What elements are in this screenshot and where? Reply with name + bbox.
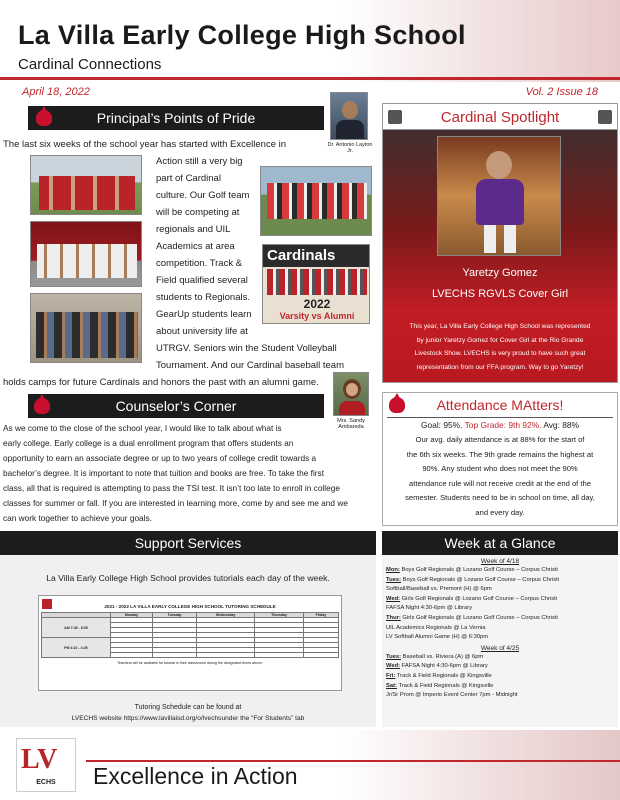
- event-item: [386, 566, 614, 576]
- newsletter-title: La Villa Early College High School: [18, 20, 466, 50]
- attendance-stats: [387, 417, 613, 430]
- tutoring-schedule: [38, 595, 342, 691]
- principal-text-line: regionals and UIL: [156, 224, 231, 235]
- event-item: [386, 624, 614, 634]
- principal-text-line: part of Cardinal: [156, 173, 221, 184]
- track-team-photo: [30, 221, 142, 287]
- cover-girl-photo: [437, 136, 561, 256]
- header-rule: [0, 77, 620, 80]
- event-day: Wed:: [386, 663, 401, 670]
- poster-year: 2022: [303, 297, 331, 311]
- schedule-day: Monday: [110, 613, 152, 618]
- event-item: [386, 672, 614, 682]
- principal-text-line: Tournament. And our Cardinal baseball team: [156, 360, 345, 371]
- event-text: Baseball vs. Riviera (A) @ 6pm: [401, 653, 484, 660]
- cardinal-icon: [34, 398, 50, 414]
- attendance-panel: [382, 392, 618, 526]
- footer-slogan: Excellence in Action: [93, 763, 298, 789]
- principal-text-line: The last six weeks of the school year has started with Excellence in: [3, 139, 287, 150]
- event-text: FAFSA Night 4:30-6pm @ Library: [400, 663, 488, 670]
- event-day: Wed:: [386, 595, 401, 602]
- attendance-heading: Attendance MAtters!: [436, 397, 564, 413]
- gearup-students-photo: [30, 293, 142, 363]
- attendance-text-line: the 6th six weeks. The 9th grade remains the highest at: [406, 449, 594, 459]
- attendance-top-grade: Top Grade: 9th 92%.: [464, 420, 542, 430]
- counselor-caption: Mrs. Sandy Ambareda: [337, 418, 365, 430]
- event-text: LV Softball Alumni Game (H) @ 6:30pm: [386, 634, 489, 641]
- attendance-average: Avg: 88%: [543, 420, 580, 430]
- principal-photo: [330, 92, 368, 140]
- week-at-a-glance-panel: [382, 531, 618, 727]
- event-text: Boys Golf Regionals @ Lozano Golf Course – Corpus Christi: [401, 576, 559, 583]
- event-item: [386, 653, 614, 663]
- school-logo: [16, 738, 76, 792]
- schedule-day: Tuesday: [153, 613, 197, 618]
- schedule-slot: PM 4:10 - 4:25: [42, 638, 111, 658]
- support-footer-line: Tutoring Schedule can be found at: [134, 704, 242, 711]
- counselor-text: [3, 421, 375, 526]
- event-text: Track & Field Regionals @ Kingsville: [396, 682, 494, 689]
- event-day: Tues:: [386, 653, 402, 660]
- issue-date: April 18, 2022: [22, 86, 90, 98]
- week-heading: Week at a Glance: [382, 531, 618, 555]
- support-services-panel: [0, 531, 376, 727]
- principal-text-line: Field qualified several: [156, 275, 248, 286]
- event-text: Girls Golf Regionals @ Lozano Golf Course – Corpus Christi: [400, 595, 558, 602]
- principal-text-line: students to Regionals.: [156, 292, 251, 303]
- spotlight-text-line: by junior Yaretzy Gomez for Cover Girl at the Rio Grande: [416, 336, 584, 344]
- event-item: [386, 576, 614, 586]
- event-text: Softball/Baseball vs. Premont (H) @ 6pm: [386, 586, 492, 593]
- spotlight-heading: Cardinal Spotlight: [382, 103, 618, 130]
- counselor-text-line: early college. Early college is a dual enrollment program that offers students an: [3, 438, 294, 448]
- spotlight-lamp-icon: [388, 110, 402, 124]
- principal-text-line: Action still a very big: [156, 156, 243, 167]
- spotlight-title: LVECHS RGVLS Cover Girl: [431, 288, 569, 300]
- principal-heading: Principal’s Points of Pride: [28, 106, 324, 130]
- poster-subtitle: Varsity vs Alumni: [279, 311, 355, 321]
- event-item: [386, 614, 614, 624]
- attendance-text-line: Our avg. daily attendance is at 88% for the start of: [415, 435, 585, 444]
- counselor-heading: Counselor’s Corner: [28, 394, 324, 418]
- attendance-text-line: 90%. Any student who does not meet the 90%: [422, 464, 578, 473]
- event-text: Boys Golf Regionals @ Lozano Golf Course – Corpus Christi: [399, 567, 558, 573]
- counselor-text-line: classes for summer or fall. If you are interested in learning more, come by and see me and we: [3, 498, 348, 508]
- principal-text-line: Academics at area: [156, 241, 235, 252]
- support-footer-line: LVECHS website https://www.lavillaisd.org/o/lvechsunder the “For Students” tab: [71, 715, 305, 722]
- event-text: UIL Academics Regionals @ La Vernia: [386, 624, 486, 631]
- event-item: [386, 682, 614, 692]
- schedule-day: Wednesday: [197, 613, 255, 618]
- event-day: Sat:: [386, 682, 397, 689]
- principal-caption: Dr. Antonio Layton Jr.: [327, 142, 373, 154]
- volleyball-seniors-photo: [260, 166, 372, 236]
- event-item: [386, 662, 614, 672]
- attendance-goal: Goal: 95%.: [420, 420, 463, 430]
- principal-text-line: culture. Our Golf team: [156, 190, 250, 201]
- event-item: [386, 691, 614, 701]
- week-label: Week of 4/18: [480, 558, 520, 565]
- schedule-day: Friday: [303, 613, 338, 618]
- spotlight-text-line: This year, La Villa Early College High School was represented: [409, 323, 591, 330]
- newsletter-subtitle: Cardinal Connections: [18, 56, 162, 73]
- logo-letters: LV: [21, 744, 58, 775]
- week-label: Week of 4/25: [480, 644, 520, 652]
- week-events: [382, 555, 618, 701]
- logo-subtext: ECHS: [36, 779, 56, 786]
- principal-text-line: competition. Track &: [156, 258, 243, 269]
- baseball-alumni-poster: [262, 244, 370, 324]
- counselor-text-line: opportunity to earn an associate degree or up to two years of college credit towards a: [3, 453, 317, 463]
- schedule-table: [41, 612, 339, 658]
- event-item: [386, 604, 614, 614]
- event-day: Fri:: [386, 672, 396, 679]
- principal-text-line: will be competing at: [156, 207, 240, 218]
- issue-number: Vol. 2 Issue 18: [525, 86, 598, 98]
- event-item: [386, 633, 614, 643]
- spotlight-lamp-icon: [598, 110, 612, 124]
- counselor-photo: [333, 372, 369, 416]
- principal-text-line: UTRGV. Seniors win the Student Volleyball: [156, 343, 337, 354]
- counselor-text-line: can work together to achieve your goals.: [3, 513, 152, 523]
- event-text: FAFSA Night 4:30-6pm @ Library: [386, 605, 473, 612]
- golf-team-photo: [30, 155, 142, 215]
- schedule-note: Teachers will be available for tutorial in their classrooms during the designated times above.: [117, 661, 263, 665]
- support-heading: Support Services: [0, 531, 376, 555]
- school-logo-icon: [42, 599, 52, 609]
- counselor-text-line: bachelor’s degree. It is important to note that tuition and books are free. To take the first: [3, 468, 325, 478]
- principal-text-line: GearUp students learn: [156, 309, 252, 320]
- poster-title: Cardinals: [267, 247, 336, 264]
- schedule-title: 2021 - 2022 LA VILLA EARLY COLLEGE HIGH SCHOOL TUTORING SCHEDULE: [104, 604, 276, 609]
- event-text: Girls Golf Regionals @ Lozano Golf Course – Corpus Christi: [400, 614, 558, 621]
- spotlight-text-line: representation from our FFA program. Way to go Yaretzy!: [416, 363, 584, 371]
- event-item: [386, 595, 614, 605]
- counselor-text-line: As we come to the close of the school year, I would like to talk about what is: [3, 423, 282, 433]
- footer-rule: [86, 760, 620, 762]
- schedule-slot: AM 7:45 - 8:05: [42, 618, 111, 638]
- event-day: Mon:: [386, 567, 400, 573]
- attendance-text-line: semester. Students need to be in school on time, all day,: [405, 493, 595, 502]
- event-text: Jr/Sr Prom @ Imperio Event Center 7pm - Midnight: [386, 692, 518, 699]
- event-day: Thur:: [386, 614, 401, 621]
- spotlight-name: Yaretzy Gomez: [462, 267, 538, 279]
- event-item: [386, 585, 614, 595]
- principal-text-line: holds camps for future Cardinals and honors the past with an alumni game.: [3, 377, 319, 388]
- spotlight-text-line: Livestock Show. LVECHS is very proud to have such great: [414, 350, 586, 357]
- schedule-day: Thursday: [255, 613, 304, 618]
- event-day: Tues:: [386, 576, 402, 583]
- attendance-text: [383, 430, 617, 520]
- spotlight-text: [386, 320, 614, 374]
- support-intro: La Villa Early College High School provides tutorials each day of the week.: [46, 573, 330, 583]
- cardinal-icon: [36, 110, 52, 126]
- cardinal-icon: [389, 397, 405, 413]
- counselor-text-line: class, all that is required is attempting to pass the TSI test. It isn’t too late to enroll in college: [3, 483, 340, 493]
- attendance-text-line: and every day.: [475, 507, 525, 517]
- event-text: Track & Field Regionals @ Kingsville: [395, 672, 492, 679]
- attendance-text-line: attendance rule will not receive credit at the end of the: [409, 478, 591, 488]
- principal-text-line: about university life at: [156, 326, 248, 337]
